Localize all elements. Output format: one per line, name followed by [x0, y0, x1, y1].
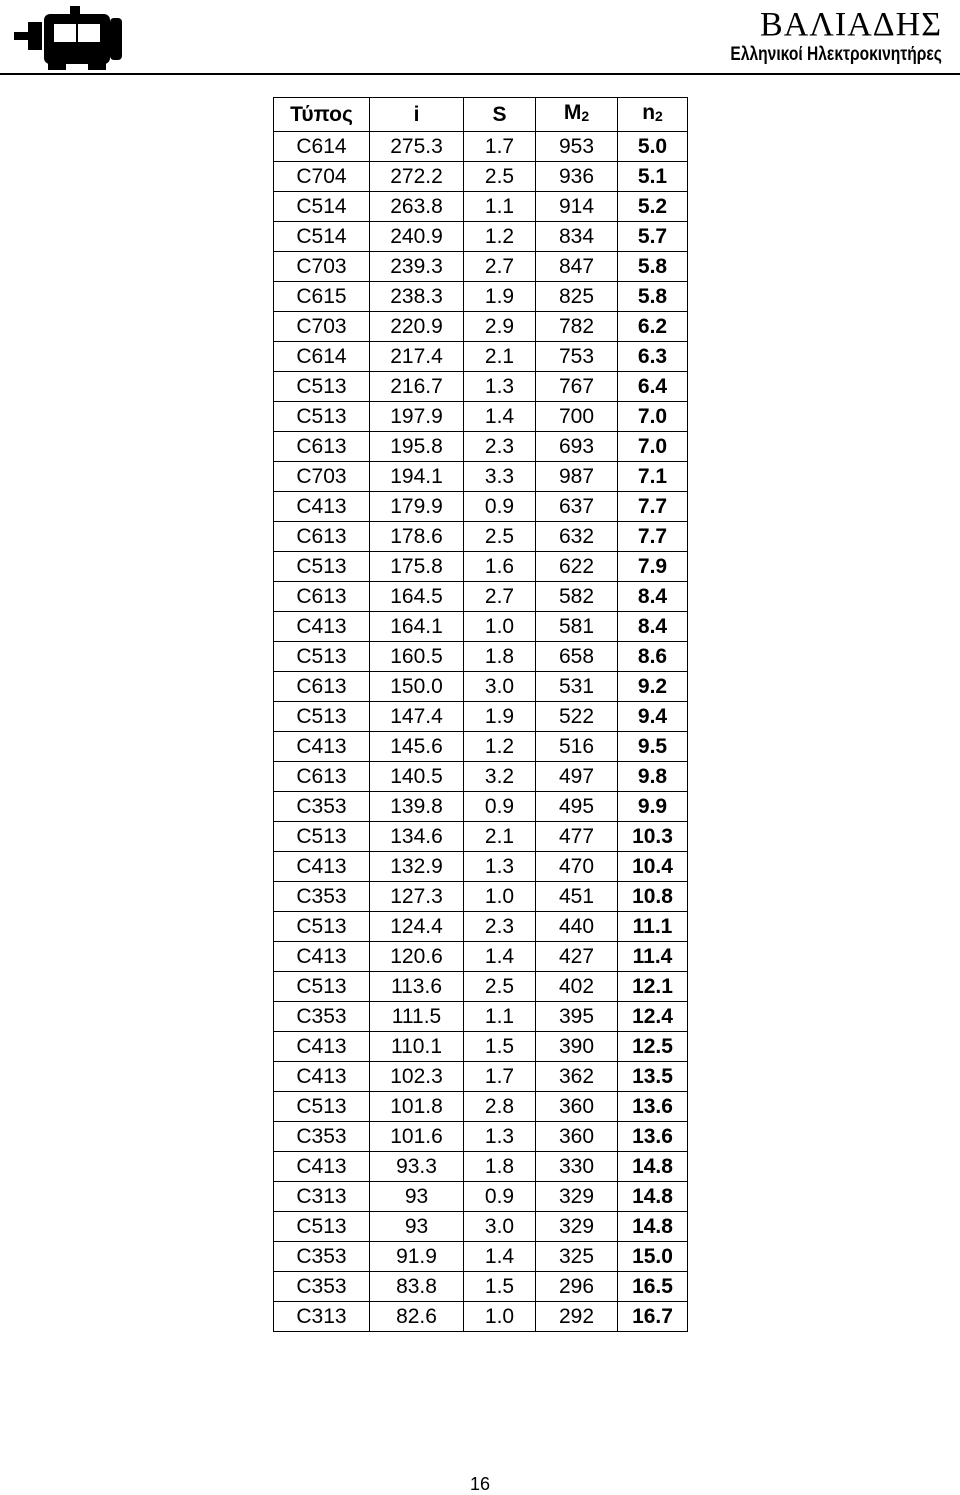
cell-type: C353 — [274, 1122, 370, 1152]
cell-m2: 693 — [536, 432, 618, 462]
cell-i: 217.4 — [370, 342, 464, 372]
cell-type: C615 — [274, 282, 370, 312]
cell-i: 238.3 — [370, 282, 464, 312]
cell-m2: 325 — [536, 1242, 618, 1272]
table-row — [274, 312, 688, 342]
cell-i: 139.8 — [370, 792, 464, 822]
cell-n2: 6.3 — [618, 342, 688, 372]
cell-i: 145.6 — [370, 732, 464, 762]
table-row — [274, 1152, 688, 1182]
cell-s: 2.1 — [464, 822, 536, 852]
cell-s: 0.9 — [464, 792, 536, 822]
cell-m2: 451 — [536, 882, 618, 912]
cell-type: C513 — [274, 822, 370, 852]
cell-m2: 581 — [536, 612, 618, 642]
brand-subtitle: Ελληνικοί Ηλεκτροκινητήρες — [730, 44, 942, 65]
header-divider — [0, 73, 960, 75]
cell-n2: 6.2 — [618, 312, 688, 342]
table-row — [274, 1062, 688, 1092]
table-row — [274, 222, 688, 252]
cell-type: C413 — [274, 492, 370, 522]
cell-m2: 360 — [536, 1092, 618, 1122]
cell-i: 239.3 — [370, 252, 464, 282]
table-row — [274, 1122, 688, 1152]
cell-m2: 582 — [536, 582, 618, 612]
table-row — [274, 372, 688, 402]
cell-i: 220.9 — [370, 312, 464, 342]
table-row — [274, 642, 688, 672]
cell-n2: 9.8 — [618, 762, 688, 792]
cell-i: 127.3 — [370, 882, 464, 912]
cell-s: 1.8 — [464, 642, 536, 672]
cell-i: 272.2 — [370, 162, 464, 192]
cell-m2: 395 — [536, 1002, 618, 1032]
cell-i: 111.5 — [370, 1002, 464, 1032]
cell-m2: 834 — [536, 222, 618, 252]
cell-i: 178.6 — [370, 522, 464, 552]
cell-m2: 329 — [536, 1212, 618, 1242]
cell-s: 1.3 — [464, 372, 536, 402]
cell-n2: 9.2 — [618, 672, 688, 702]
cell-i: 110.1 — [370, 1032, 464, 1062]
cell-m2: 497 — [536, 762, 618, 792]
table-row — [274, 882, 688, 912]
cell-n2: 10.3 — [618, 822, 688, 852]
cell-n2: 13.6 — [618, 1122, 688, 1152]
cell-s: 2.8 — [464, 1092, 536, 1122]
cell-i: 124.4 — [370, 912, 464, 942]
cell-m2: 632 — [536, 522, 618, 552]
cell-m2: 767 — [536, 372, 618, 402]
cell-s: 1.4 — [464, 402, 536, 432]
cell-i: 120.6 — [370, 942, 464, 972]
cell-n2: 9.9 — [618, 792, 688, 822]
cell-i: 101.6 — [370, 1122, 464, 1152]
cell-type: C613 — [274, 582, 370, 612]
cell-i: 147.4 — [370, 702, 464, 732]
cell-n2: 12.4 — [618, 1002, 688, 1032]
cell-s: 1.0 — [464, 1302, 536, 1332]
cell-i: 197.9 — [370, 402, 464, 432]
cell-s: 1.3 — [464, 852, 536, 882]
cell-s: 3.2 — [464, 762, 536, 792]
cell-n2: 15.0 — [618, 1242, 688, 1272]
cell-m2: 292 — [536, 1302, 618, 1332]
table-row — [274, 522, 688, 552]
cell-m2: 362 — [536, 1062, 618, 1092]
cell-s: 2.5 — [464, 522, 536, 552]
cell-i: 179.9 — [370, 492, 464, 522]
cell-i: 160.5 — [370, 642, 464, 672]
cell-n2: 9.5 — [618, 732, 688, 762]
cell-i: 150.0 — [370, 672, 464, 702]
cell-type: C614 — [274, 132, 370, 162]
cell-m2: 987 — [536, 462, 618, 492]
cell-m2: 440 — [536, 912, 618, 942]
cell-n2: 5.8 — [618, 252, 688, 282]
cell-m2: 825 — [536, 282, 618, 312]
cell-s: 2.5 — [464, 972, 536, 1002]
table-row — [274, 1032, 688, 1062]
cell-m2: 470 — [536, 852, 618, 882]
cell-s: 0.9 — [464, 492, 536, 522]
brand-block — [684, 6, 942, 66]
table-row — [274, 672, 688, 702]
cell-m2: 516 — [536, 732, 618, 762]
cell-m2: 531 — [536, 672, 618, 702]
cell-type: C353 — [274, 1002, 370, 1032]
cell-m2: 658 — [536, 642, 618, 672]
electric-motor-icon — [14, 4, 124, 72]
cell-type: C613 — [274, 522, 370, 552]
table-row — [274, 1092, 688, 1122]
cell-n2: 5.7 — [618, 222, 688, 252]
cell-m2: 637 — [536, 492, 618, 522]
table-row — [274, 552, 688, 582]
cell-type: C514 — [274, 222, 370, 252]
cell-type: C613 — [274, 672, 370, 702]
table-row — [274, 282, 688, 312]
cell-type: C614 — [274, 342, 370, 372]
table-row — [274, 732, 688, 762]
cell-s: 2.3 — [464, 432, 536, 462]
cell-s: 2.5 — [464, 162, 536, 192]
cell-s: 1.3 — [464, 1122, 536, 1152]
cell-type: C413 — [274, 612, 370, 642]
column-header-n2: $n_2$ — [618, 98, 688, 132]
cell-i: 134.6 — [370, 822, 464, 852]
cell-type: C413 — [274, 852, 370, 882]
table-row — [274, 192, 688, 222]
cell-type: C613 — [274, 432, 370, 462]
cell-m2: 390 — [536, 1032, 618, 1062]
cell-n2: 5.2 — [618, 192, 688, 222]
cell-type: C703 — [274, 462, 370, 492]
table-row — [274, 252, 688, 282]
cell-m2: 360 — [536, 1122, 618, 1152]
cell-type: C513 — [274, 912, 370, 942]
cell-i: 113.6 — [370, 972, 464, 1002]
table-row — [274, 972, 688, 1002]
cell-type: C513 — [274, 552, 370, 582]
cell-type: C513 — [274, 372, 370, 402]
cell-n2: 5.1 — [618, 162, 688, 192]
page-number: 16 — [469, 1474, 491, 1494]
cell-s: 1.2 — [464, 222, 536, 252]
cell-i: 164.5 — [370, 582, 464, 612]
cell-m2: 296 — [536, 1272, 618, 1302]
cell-n2: 6.4 — [618, 372, 688, 402]
cell-n2: 7.7 — [618, 522, 688, 552]
table-row — [274, 432, 688, 462]
cell-type: C513 — [274, 1092, 370, 1122]
cell-n2: 8.4 — [618, 582, 688, 612]
cell-n2: 12.5 — [618, 1032, 688, 1062]
table-header-row — [274, 98, 688, 132]
cell-n2: 7.1 — [618, 462, 688, 492]
cell-n2: 14.8 — [618, 1152, 688, 1182]
cell-s: 1.8 — [464, 1152, 536, 1182]
table-row — [274, 702, 688, 732]
cell-s: 2.1 — [464, 342, 536, 372]
cell-type: C353 — [274, 1242, 370, 1272]
column-header-i: i — [370, 98, 464, 132]
table-row — [274, 162, 688, 192]
cell-s: 1.4 — [464, 942, 536, 972]
cell-i: 164.1 — [370, 612, 464, 642]
cell-i: 140.5 — [370, 762, 464, 792]
cell-s: 3.3 — [464, 462, 536, 492]
cell-s: 1.5 — [464, 1272, 536, 1302]
cell-m2: 914 — [536, 192, 618, 222]
cell-m2: 329 — [536, 1182, 618, 1212]
cell-s: 1.1 — [464, 192, 536, 222]
cell-type: C704 — [274, 162, 370, 192]
cell-m2: 753 — [536, 342, 618, 372]
column-header-type: Τύπος — [274, 98, 370, 132]
cell-n2: 16.7 — [618, 1302, 688, 1332]
cell-i: 195.8 — [370, 432, 464, 462]
table-body — [274, 132, 688, 1332]
cell-n2: 7.7 — [618, 492, 688, 522]
cell-type: C703 — [274, 312, 370, 342]
cell-type: C513 — [274, 642, 370, 672]
table-row — [274, 822, 688, 852]
cell-i: 93 — [370, 1212, 464, 1242]
table-row — [274, 1302, 688, 1332]
cell-m2: 330 — [536, 1152, 618, 1182]
table-row — [274, 912, 688, 942]
cell-m2: 782 — [536, 312, 618, 342]
cell-type: C413 — [274, 732, 370, 762]
cell-s: 1.9 — [464, 282, 536, 312]
cell-n2: 13.6 — [618, 1092, 688, 1122]
cell-s: 1.4 — [464, 1242, 536, 1272]
table-row — [274, 792, 688, 822]
table-row — [274, 132, 688, 162]
cell-n2: 5.8 — [618, 282, 688, 312]
cell-n2: 7.0 — [618, 432, 688, 462]
cell-n2: 11.1 — [618, 912, 688, 942]
table-row — [274, 582, 688, 612]
cell-type: C353 — [274, 882, 370, 912]
cell-i: 175.8 — [370, 552, 464, 582]
table-row — [274, 402, 688, 432]
cell-s: 1.7 — [464, 1062, 536, 1092]
cell-i: 102.3 — [370, 1062, 464, 1092]
cell-type: C514 — [274, 192, 370, 222]
column-header-m2: $M_2$ — [536, 98, 618, 132]
table-row — [274, 942, 688, 972]
cell-type: C353 — [274, 792, 370, 822]
table-row — [274, 852, 688, 882]
cell-m2: 700 — [536, 402, 618, 432]
cell-i: 93.3 — [370, 1152, 464, 1182]
cell-type: C313 — [274, 1182, 370, 1212]
cell-i: 275.3 — [370, 132, 464, 162]
cell-m2: 477 — [536, 822, 618, 852]
cell-i: 216.7 — [370, 372, 464, 402]
cell-s: 3.0 — [464, 672, 536, 702]
cell-type: C703 — [274, 252, 370, 282]
cell-s: 2.7 — [464, 252, 536, 282]
table-row — [274, 1212, 688, 1242]
cell-s: 1.0 — [464, 882, 536, 912]
cell-s: 3.0 — [464, 1212, 536, 1242]
gear-ratio-table — [273, 97, 688, 1332]
table-row — [274, 612, 688, 642]
cell-s: 1.9 — [464, 702, 536, 732]
cell-i: 82.6 — [370, 1302, 464, 1332]
cell-m2: 622 — [536, 552, 618, 582]
cell-n2: 12.1 — [618, 972, 688, 1002]
cell-n2: 9.4 — [618, 702, 688, 732]
cell-n2: 11.4 — [618, 942, 688, 972]
cell-m2: 953 — [536, 132, 618, 162]
brand-name: ΒΑΛΙΑΔΗΣ — [760, 6, 942, 43]
cell-n2: 7.9 — [618, 552, 688, 582]
table-row — [274, 342, 688, 372]
page-header — [0, 0, 960, 80]
cell-m2: 522 — [536, 702, 618, 732]
cell-s: 1.6 — [464, 552, 536, 582]
cell-n2: 16.5 — [618, 1272, 688, 1302]
cell-s: 1.5 — [464, 1032, 536, 1062]
cell-n2: 14.8 — [618, 1182, 688, 1212]
cell-n2: 10.4 — [618, 852, 688, 882]
cell-s: 1.2 — [464, 732, 536, 762]
cell-i: 263.8 — [370, 192, 464, 222]
cell-i: 132.9 — [370, 852, 464, 882]
cell-n2: 13.5 — [618, 1062, 688, 1092]
cell-s: 2.7 — [464, 582, 536, 612]
cell-s: 1.1 — [464, 1002, 536, 1032]
cell-m2: 495 — [536, 792, 618, 822]
cell-type: C413 — [274, 1152, 370, 1182]
cell-m2: 936 — [536, 162, 618, 192]
table-row — [274, 1002, 688, 1032]
cell-m2: 402 — [536, 972, 618, 1002]
table-row — [274, 762, 688, 792]
cell-type: C413 — [274, 1062, 370, 1092]
cell-type: C353 — [274, 1272, 370, 1302]
cell-i: 91.9 — [370, 1242, 464, 1272]
cell-type: C613 — [274, 762, 370, 792]
table-row — [274, 1182, 688, 1212]
table-row — [274, 462, 688, 492]
cell-i: 83.8 — [370, 1272, 464, 1302]
cell-i: 101.8 — [370, 1092, 464, 1122]
cell-n2: 8.6 — [618, 642, 688, 672]
cell-n2: 5.0 — [618, 132, 688, 162]
cell-type: C313 — [274, 1302, 370, 1332]
cell-type: C413 — [274, 942, 370, 972]
cell-type: C513 — [274, 702, 370, 732]
cell-s: 0.9 — [464, 1182, 536, 1212]
table-row — [274, 1272, 688, 1302]
table-row — [274, 492, 688, 522]
cell-s: 2.9 — [464, 312, 536, 342]
cell-m2: 427 — [536, 942, 618, 972]
cell-i: 93 — [370, 1182, 464, 1212]
cell-type: C513 — [274, 1212, 370, 1242]
cell-n2: 8.4 — [618, 612, 688, 642]
cell-s: 2.3 — [464, 912, 536, 942]
column-header-s: S — [464, 98, 536, 132]
cell-n2: 7.0 — [618, 402, 688, 432]
cell-type: C513 — [274, 972, 370, 1002]
cell-m2: 847 — [536, 252, 618, 282]
cell-s: 1.0 — [464, 612, 536, 642]
cell-n2: 10.8 — [618, 882, 688, 912]
cell-n2: 14.8 — [618, 1212, 688, 1242]
cell-i: 194.1 — [370, 462, 464, 492]
table-row — [274, 1242, 688, 1272]
cell-type: C513 — [274, 402, 370, 432]
cell-s: 1.7 — [464, 132, 536, 162]
cell-type: C413 — [274, 1032, 370, 1062]
cell-i: 240.9 — [370, 222, 464, 252]
